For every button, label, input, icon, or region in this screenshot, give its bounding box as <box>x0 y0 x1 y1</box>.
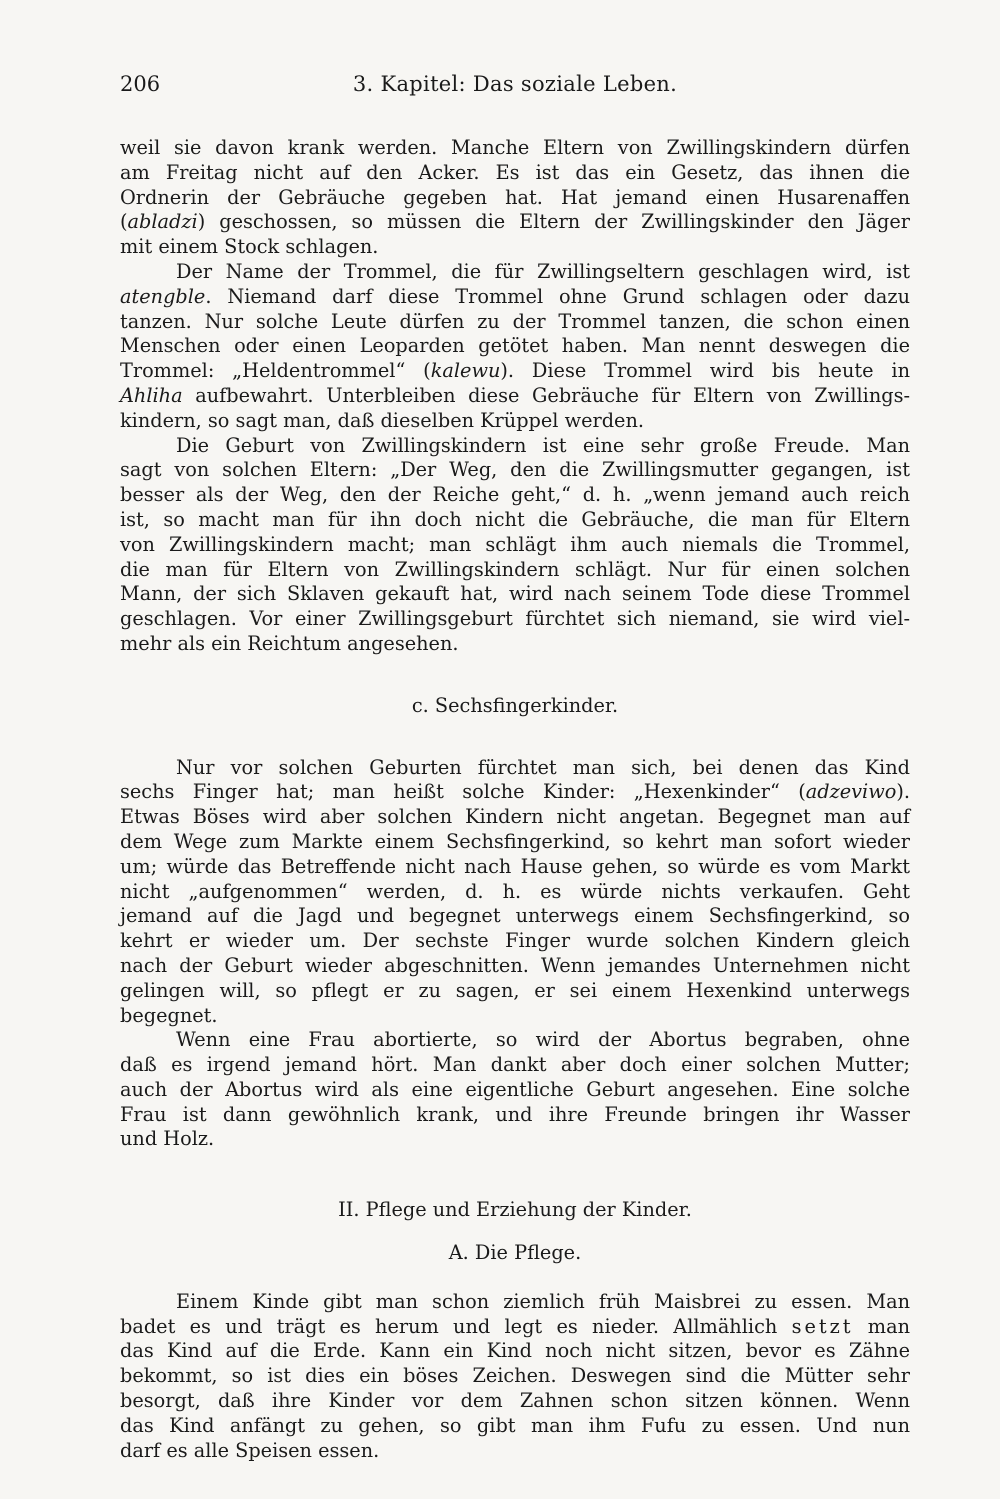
text-line: darf es alle Speisen essen. <box>120 1438 380 1462</box>
paragraph-1 <box>120 136 910 260</box>
text-line: mehr als ein Reichtum angesehen. <box>120 631 459 655</box>
text-line: jemand auf die Jagd und begegnet unterwegs einem Sechsfingerkind, so <box>120 904 910 928</box>
text-line: (abladzi) geschossen, so müssen die Eltern der Zwillingskinder den Jäger <box>120 210 910 234</box>
text-line: weil sie davon krank werden. Manche Eltern von Zwillingskindern dürfen <box>120 136 910 159</box>
text-line: das Kind auf die Erde. Kann ein Kind noch nicht sitzen, bevor es Zähne <box>120 1339 910 1363</box>
text-line: sagt von solchen Eltern: „Der Weg, den die Zwillingsmutter gegangen, ist <box>120 458 910 482</box>
text-line: Die Geburt von Zwillingskindern ist eine sehr große Freude. Man <box>176 433 910 457</box>
page-number: 206 <box>120 72 161 96</box>
text-line: tanzen. Nur solche Leute dürfen zu der Trommel tanzen, die schon einen <box>120 309 910 333</box>
text-line: mit einem Stock schlagen. <box>120 235 379 259</box>
page-header <box>120 72 910 106</box>
text-line: Trommel: „Heldentrommel“ (kalewu). Diese Trommel wird bis heute in <box>120 359 910 383</box>
native-term: abladzi <box>127 210 198 234</box>
text-line: nach der Geburt wieder abgeschnitten. Wenn jemandes Unternehmen nicht <box>120 953 910 977</box>
text-line: besorgt, daß ihre Kinder vor dem Zahnen schon sitzen können. Wenn <box>120 1389 910 1413</box>
text-line: bekommt, so ist dies ein böses Zeichen. Deswegen sind die Mütter sehr <box>120 1364 910 1388</box>
text-line: Menschen oder einen Leoparden getötet haben. Man nennt deswegen die <box>120 334 910 358</box>
text-line: daß es irgend jemand hört. Man dankt aber doch einer solchen Mutter; <box>120 1053 910 1077</box>
native-term: kalewu <box>430 359 501 383</box>
text-line: Ordnerin der Gebräuche gegeben hat. Hat jemand einen Husarenaffen <box>120 185 910 209</box>
text-line: ist, so macht man für ihn doch nicht die Gebräuche, die man für Eltern <box>120 507 910 531</box>
text-line: Frau ist dann gewöhnlich krank, und ihre Freunde bringen ihr Wasser <box>120 1102 910 1126</box>
text-line: geschlagen. Vor einer Zwillingsgeburt fürchtet sich niemand, sie wird viel- <box>120 607 910 631</box>
text-line: die man für Eltern von Zwillingskindern schlägt. Nur für einen solchen <box>120 557 910 581</box>
text-line: von Zwillingskindern macht; man schlägt ihm auch niemals die Trommel, <box>120 532 910 556</box>
text-line: badet es und trägt es herum und legt es nieder. Allmählich setzt man <box>120 1314 911 1338</box>
text-line: besser als der Weg, den der Reiche geht,“ d. h. „wenn jemand auch reich <box>120 483 910 507</box>
text-line: das Kind anfängt zu gehen, so gibt man ihm Fufu zu essen. Und nun <box>120 1413 910 1437</box>
body-text <box>120 136 910 1463</box>
native-term: adzeviwo <box>805 780 897 804</box>
text-line: Einem Kinde gibt man schon ziemlich früh Maisbrei zu essen. Man <box>176 1289 910 1313</box>
text-line: kindern, so sagt man, daß dieselben Krüppel werden. <box>120 408 645 432</box>
chapter-section-heading: II. Pflege und Erziehung der Kinder. <box>338 1198 692 1222</box>
native-term: atengble <box>120 284 206 308</box>
text-line: und Holz. <box>120 1127 215 1151</box>
text-line: Wenn eine Frau abortierte, so wird der Abortus begraben, ohne <box>176 1028 910 1052</box>
text-line: atengble. Niemand darf diese Trommel ohne Grund schlagen oder dazu <box>120 284 910 308</box>
section-heading-c: c. Sechsfingerkinder. <box>411 693 619 717</box>
paragraph-4 <box>120 756 910 1029</box>
text-line: nicht „aufgenommen“ werden, d. h. es würde nichts verkaufen. Geht <box>120 879 910 903</box>
text-line: begegnet. <box>120 1003 218 1027</box>
subsection-heading: A. Die Pflege. <box>448 1241 582 1265</box>
text-line: Etwas Böses wird aber solchen Kindern nicht angetan. Begegnet man auf <box>120 805 910 829</box>
text-line: gelingen will, so pflegt er zu sagen, er sei einem Hexenkind unterwegs <box>120 978 910 1002</box>
text-line: dem Wege zum Markte einem Sechsfingerkind, so kehrt man sofort wieder <box>120 829 910 853</box>
text-line: am Freitag nicht auf den Acker. Es ist das ein Gesetz, das ihnen die <box>120 160 910 184</box>
paragraph-2 <box>120 260 910 434</box>
paragraph-3 <box>120 434 910 657</box>
text-line: Ahliha aufbewahrt. Unterbleiben diese Gebräuche für Eltern von Zwillings- <box>120 383 910 407</box>
place-name: Ahliha <box>120 383 183 407</box>
spaced-word: setzt <box>791 1314 854 1338</box>
paragraph-5 <box>120 1028 910 1152</box>
running-title: 3. Kapitel: Das soziale Leben. <box>352 72 678 96</box>
text-line: auch der Abortus wird als eine eigentliche Geburt angesehen. Eine solche <box>120 1077 910 1101</box>
text-line: Mann, der sich Sklaven gekauft hat, wird nach seinem Tode diese Trommel <box>120 582 910 606</box>
text-line: Nur vor solchen Geburten fürchtet man sich, bei denen das Kind <box>176 755 910 779</box>
paragraph-6 <box>120 1290 910 1464</box>
text-line: kehrt er wieder um. Der sechste Finger wurde solchen Kindern gleich <box>120 929 910 953</box>
text-line: sechs Finger hat; man heißt solche Kinder: „Hexenkinder“ (adzeviwo). <box>120 780 910 804</box>
text-line: Der Name der Trommel, die für Zwillingseltern geschlagen wird, ist <box>176 259 910 283</box>
text-line: um; würde das Betreffende nicht nach Hause gehen, so würde es vom Markt <box>120 854 910 878</box>
